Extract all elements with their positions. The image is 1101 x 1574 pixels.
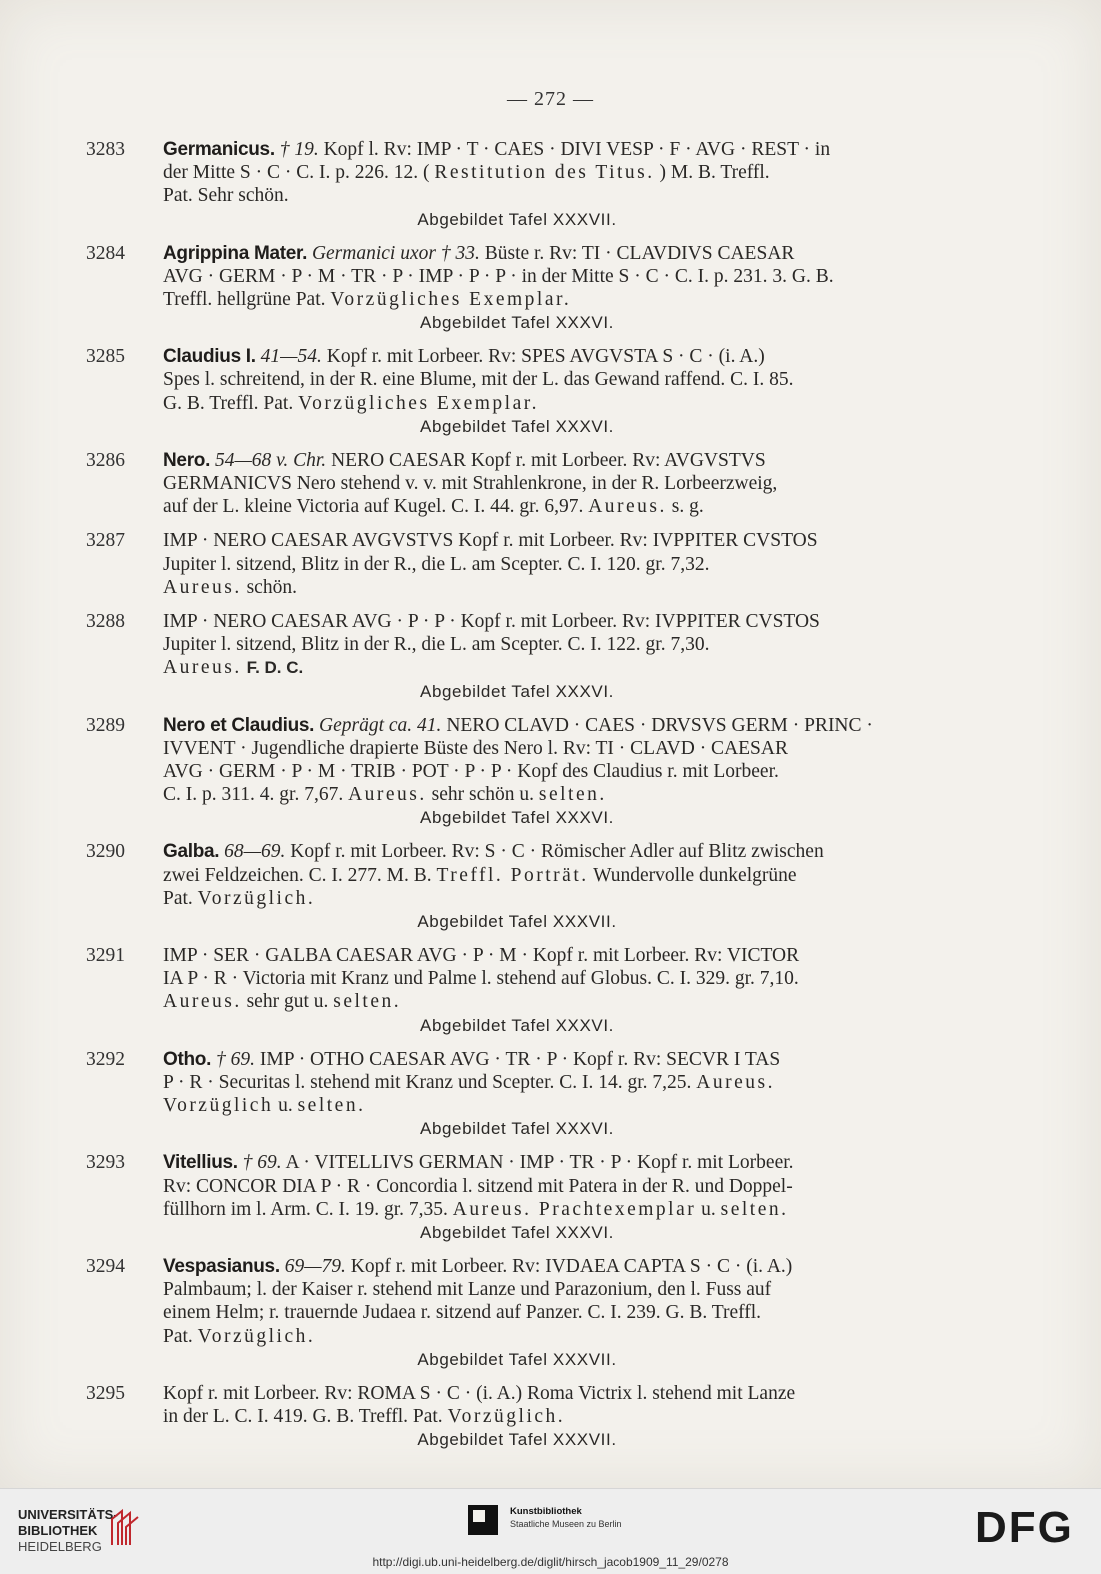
entry-number: 3288	[86, 611, 125, 633]
entry-line	[163, 161, 966, 184]
entry-line	[163, 1071, 966, 1094]
entry-line	[163, 392, 966, 415]
plate-reference: Abgebildet Tafel XXXVI.	[420, 1119, 614, 1139]
ruler-name: Agrippina Mater.	[163, 242, 308, 264]
entry-line	[163, 495, 966, 518]
catalog-entry	[86, 610, 966, 703]
entry-text: IMP · SER · GALBA CAESAR AVG · P · M · Kopf r. mit Lorbeer. Rv: VICTOR	[163, 945, 800, 967]
spaced-text: Vorzüglich.	[447, 1405, 566, 1427]
entry-text: IVVENT · Jugendliche drapierte Büste des Nero l. Rv: TI · CLAVD · CAESAR	[163, 737, 788, 759]
entry-line	[163, 265, 966, 288]
entry-text: NERO CAESAR Kopf r. mit Lorbeer. Rv: AVGVSTVS	[331, 449, 766, 471]
entry-text: IMP · OTHO CAESAR AVG · TR · P · Kopf r. Rv: SECVR I TAS	[259, 1048, 781, 1070]
spaced-text: Aureus.	[163, 657, 242, 679]
entry-number: 3286	[86, 449, 125, 471]
ub-line-2: BIBLIOTHEK	[18, 1523, 98, 1538]
grade-text: F. D. C.	[246, 658, 304, 678]
entry-text: Spes l. schreitend, in der R. eine Blume, mit der L. das Gewand raffend. C. I. 85.	[163, 369, 794, 391]
kunstbibliothek-logo-icon[interactable]	[468, 1505, 498, 1535]
entry-line	[163, 1151, 966, 1174]
entry-text: A · VITELLIVS GERMAN · IMP · TR · P · Kopf r. mit Lorbeer.	[285, 1152, 794, 1174]
entry-body	[163, 610, 966, 703]
entry-text: AVG · GERM · P · M · TR · P · IMP · P · P · in der Mitte S · C · C. I. p. 231. 3. G. B.	[163, 265, 834, 287]
plate-reference: Abgebildet Tafel XXXVI.	[420, 681, 614, 701]
entry-text: Büste r. Rv: TI · CLAVDIVS CAESAR	[484, 242, 795, 264]
entry-text: u.	[701, 1198, 716, 1220]
ruler-date: 68—69.	[224, 841, 286, 863]
entry-text: Kopf l. Rv: IMP · T · CAES · DIVI VESP · F · AVG · REST · in	[323, 139, 831, 160]
spaced-text: Vorzügliches Exemplar.	[330, 289, 572, 311]
entry-text: P · R · Securitas l. stehend mit Kranz und Scepter. C. I. 14. gr. 7,25.	[163, 1071, 692, 1093]
catalog-entry	[86, 138, 966, 231]
ruler-name: Nero.	[163, 449, 211, 471]
spaced-text: Treffl. Porträt.	[436, 864, 589, 886]
entry-text: Kopf r. mit Lorbeer. Rv: IVDAEA CAPTA S · C · (i. A.)	[350, 1255, 793, 1277]
permalink-url[interactable]: http://digi.ub.uni-heidelberg.de/diglit/hirsch_jacob1909_11_29/0278	[372, 1555, 729, 1569]
plate-reference: Abgebildet Tafel XXXVII.	[417, 912, 617, 932]
catalog-entry	[86, 242, 966, 335]
spaced-text: Vorzüglich.	[197, 1325, 316, 1347]
ruler-name: Vespasianus.	[163, 1255, 280, 1277]
entry-body	[163, 242, 966, 335]
entry-text: Rv: CONCOR DIA P · R · Concordia l. sitzend mit Patera in der R. und Doppel-	[163, 1175, 793, 1197]
entry-line	[163, 138, 966, 161]
entry-line	[163, 990, 966, 1013]
ruler-name: Otho.	[163, 1048, 212, 1070]
entry-text: ) M. B. Treffl.	[659, 162, 770, 184]
entry-text: s. g.	[671, 496, 704, 518]
entry-text: Pat.	[163, 887, 193, 909]
entry-body	[163, 449, 966, 519]
ruler-date: Germanici uxor † 33.	[311, 242, 480, 264]
entry-line	[163, 656, 966, 679]
catalog-entry	[86, 1255, 966, 1371]
entry-number: 3292	[86, 1048, 125, 1070]
entry-body	[163, 714, 966, 830]
entry-number: 3291	[86, 945, 125, 967]
entry-line	[163, 345, 966, 368]
entry-body	[163, 1151, 966, 1244]
ruler-date: † 69.	[215, 1048, 255, 1070]
entry-text: der Mitte S · C · C. I. p. 226. 12. (	[163, 162, 430, 184]
entry-text: G. B. Treffl. Pat.	[163, 392, 294, 414]
entry-line	[163, 1094, 966, 1117]
entry-body	[163, 944, 966, 1037]
entry-text: Palmbaum; l. der Kaiser r. stehend mit Lanze und Parazonium, den l. Fuss auf	[163, 1279, 772, 1301]
kb-line-1: Kunstbibliothek	[510, 1506, 582, 1517]
entry-text: Jupiter l. sitzend, Blitz in der R., die L. am Scepter. C. I. 122. gr. 7,30.	[163, 634, 710, 656]
entry-line	[163, 633, 966, 656]
ruler-name: Vitellius.	[163, 1152, 238, 1174]
entry-line	[163, 737, 966, 760]
entry-text: NERO CLAVD · CAES · DRVSVS GERM · PRINC ·	[446, 714, 873, 736]
kb-line-2: Staatliche Museen zu Berlin	[510, 1519, 622, 1529]
entry-text: Pat.	[163, 1325, 193, 1347]
entry-text: Pat. Sehr schön.	[163, 185, 289, 207]
ub-line-1: UNIVERSITÄTS-	[18, 1507, 118, 1522]
entry-text: GERMANICVS Nero stehend v. v. mit Strahlenkrone, in der R. Lorbeerzweig,	[163, 473, 778, 495]
entry-line	[163, 184, 966, 207]
entry-line	[163, 610, 966, 633]
page-number: — 272 —	[507, 88, 594, 110]
plate-reference: Abgebildet Tafel XXXVI.	[420, 416, 614, 436]
spaced-text: Vorzügliches Exemplar.	[298, 392, 540, 414]
entry-number: 3295	[86, 1382, 125, 1404]
plate-reference: Abgebildet Tafel XXXVII.	[417, 209, 617, 229]
entry-number: 3283	[86, 139, 125, 160]
entry-line	[163, 1255, 966, 1278]
plate-reference: Abgebildet Tafel XXXVI.	[420, 313, 614, 333]
ruler-date: 69—79.	[284, 1255, 346, 1277]
catalog-entry	[86, 1151, 966, 1244]
ruler-date: † 19.	[279, 139, 319, 160]
entry-text: zwei Feldzeichen. C. I. 277. M. B.	[163, 864, 432, 886]
entry-number: 3293	[86, 1152, 125, 1174]
catalog-entries	[86, 138, 966, 1462]
entry-body	[163, 840, 966, 933]
entry-text: auf der L. kleine Victoria auf Kugel. C. I. 44. gr. 6,97.	[163, 496, 584, 518]
entry-text: Wundervolle dunkelgrüne	[593, 864, 797, 886]
entry-line	[163, 449, 966, 472]
entry-number: 3290	[86, 841, 125, 863]
entry-line	[163, 1325, 966, 1348]
ruler-name: Nero et Claudius.	[163, 714, 315, 736]
entry-line	[163, 840, 966, 863]
entry-line	[163, 1301, 966, 1324]
catalog-entry	[86, 714, 966, 830]
entry-line	[163, 783, 966, 806]
entry-text: schön.	[246, 576, 297, 598]
ruler-date: 41—54.	[260, 346, 322, 368]
entry-number: 3284	[86, 242, 125, 264]
spaced-text: selten.	[297, 1095, 366, 1117]
entry-text: Kopf r. mit Lorbeer. Rv: S · C · Römischer Adler auf Blitz zwischen	[290, 841, 824, 863]
ruler-date: 54—68 v. Chr.	[214, 449, 327, 471]
spaced-text: Restitution des Titus.	[434, 162, 655, 184]
plate-reference: Abgebildet Tafel XXXVI.	[420, 1015, 614, 1035]
entry-body	[163, 1048, 966, 1141]
spaced-text: Vorzüglich	[163, 1095, 274, 1117]
entry-text: Jupiter l. sitzend, Blitz in der R., die L. am Scepter. C. I. 120. gr. 7,32.	[163, 553, 710, 575]
entry-text: IA P · R · Victoria mit Kranz und Palme l. stehend auf Globus. C. I. 329. gr. 7,10.	[163, 968, 799, 990]
ruler-date: † 69.	[242, 1152, 282, 1174]
catalog-entry	[86, 840, 966, 933]
spaced-text: Aureus.	[348, 784, 427, 806]
spaced-text: Aureus.	[696, 1071, 775, 1093]
plate-reference: Abgebildet Tafel XXXVII.	[417, 1349, 617, 1369]
entry-text: Treffl. hellgrüne Pat.	[163, 289, 326, 311]
entry-body	[163, 1255, 966, 1371]
entry-text: einem Helm; r. trauernde Judaea r. sitzend auf Panzer. C. I. 239. G. B. Treffl.	[163, 1302, 762, 1324]
entry-line	[163, 1175, 966, 1198]
viewer-footer	[0, 1488, 1101, 1574]
kunstbibliothek-label	[510, 1505, 622, 1530]
entry-line	[163, 1048, 966, 1071]
entry-line	[163, 368, 966, 391]
entry-line	[163, 944, 966, 967]
entry-text: AVG · GERM · P · M · TRIB · POT · P · P · Kopf des Claudius r. mit Lorbeer.	[163, 761, 779, 783]
entry-body	[163, 529, 966, 599]
entry-text: IMP · NERO CAESAR AVGVSTVS Kopf r. mit Lorbeer. Rv: IVPPITER CVSTOS	[163, 530, 818, 552]
entry-line	[163, 242, 966, 265]
ub-line-3: HEIDELBERG	[18, 1539, 102, 1554]
spaced-text: selten.	[538, 784, 607, 806]
entry-text: C. I. p. 311. 4. gr. 7,67.	[163, 784, 344, 806]
entry-text: Kopf r. mit Lorbeer. Rv: SPES AVGVSTA S · C · (i. A.)	[326, 346, 765, 368]
plate-reference: Abgebildet Tafel XXXVI.	[420, 1222, 614, 1242]
spaced-text: Aureus. Prachtexemplar	[452, 1198, 697, 1220]
entry-text: sehr gut u.	[246, 991, 329, 1013]
entry-text: in der L. C. I. 419. G. B. Treffl. Pat.	[163, 1405, 443, 1427]
entry-text: Kopf r. mit Lorbeer. Rv: ROMA S · C · (i. A.) Roma Victrix l. stehend mit Lanze	[163, 1382, 796, 1404]
catalog-entry	[86, 1382, 966, 1451]
spaced-text: Aureus.	[588, 496, 667, 518]
entry-line	[163, 576, 966, 599]
entry-line	[163, 288, 966, 311]
entry-line	[163, 714, 966, 737]
entry-text: u.	[278, 1095, 293, 1117]
dfg-logo[interactable]: DFG	[975, 1503, 1074, 1552]
spaced-text: Aureus.	[163, 991, 242, 1013]
entry-number: 3289	[86, 714, 125, 736]
entry-body	[163, 138, 966, 231]
entry-line	[163, 472, 966, 495]
ub-heidelberg-label[interactable]	[18, 1507, 118, 1555]
entry-number: 3287	[86, 530, 125, 552]
catalog-entry	[86, 449, 966, 519]
spaced-text: selten.	[720, 1198, 789, 1220]
entry-line	[163, 1405, 966, 1428]
entry-line	[163, 967, 966, 990]
ruler-name: Galba.	[163, 841, 220, 863]
plate-reference: Abgebildet Tafel XXXVII.	[417, 1430, 617, 1450]
entry-text: IMP · NERO CAESAR AVG · P · P · Kopf r. mit Lorbeer. Rv: IVPPITER CVSTOS	[163, 611, 820, 633]
entry-number: 3294	[86, 1255, 125, 1277]
entry-line	[163, 1278, 966, 1301]
entry-number: 3285	[86, 346, 125, 368]
entry-line	[163, 529, 966, 552]
plate-reference: Abgebildet Tafel XXXVI.	[420, 808, 614, 828]
entry-body	[163, 1382, 966, 1451]
spaced-text: selten.	[333, 991, 402, 1013]
ruler-name: Germanicus.	[163, 139, 275, 160]
ub-heidelberg-logo-icon[interactable]	[108, 1505, 144, 1549]
catalog-entry	[86, 529, 966, 599]
catalog-entry	[86, 944, 966, 1037]
ruler-name: Claudius I.	[163, 346, 256, 368]
entry-line	[163, 887, 966, 910]
catalog-entry	[86, 345, 966, 438]
entry-line	[163, 553, 966, 576]
entry-line	[163, 760, 966, 783]
catalog-entry	[86, 1048, 966, 1141]
ruler-date: Geprägt ca. 41.	[319, 714, 442, 736]
entry-line	[163, 864, 966, 887]
entry-text: sehr schön u.	[431, 784, 535, 806]
entry-line	[163, 1382, 966, 1405]
entry-text: füllhorn im l. Arm. C. I. 19. gr. 7,35.	[163, 1198, 448, 1220]
entry-line	[163, 1198, 966, 1221]
spaced-text: Aureus.	[163, 576, 242, 598]
spaced-text: Vorzüglich.	[197, 887, 316, 909]
entry-body	[163, 345, 966, 438]
